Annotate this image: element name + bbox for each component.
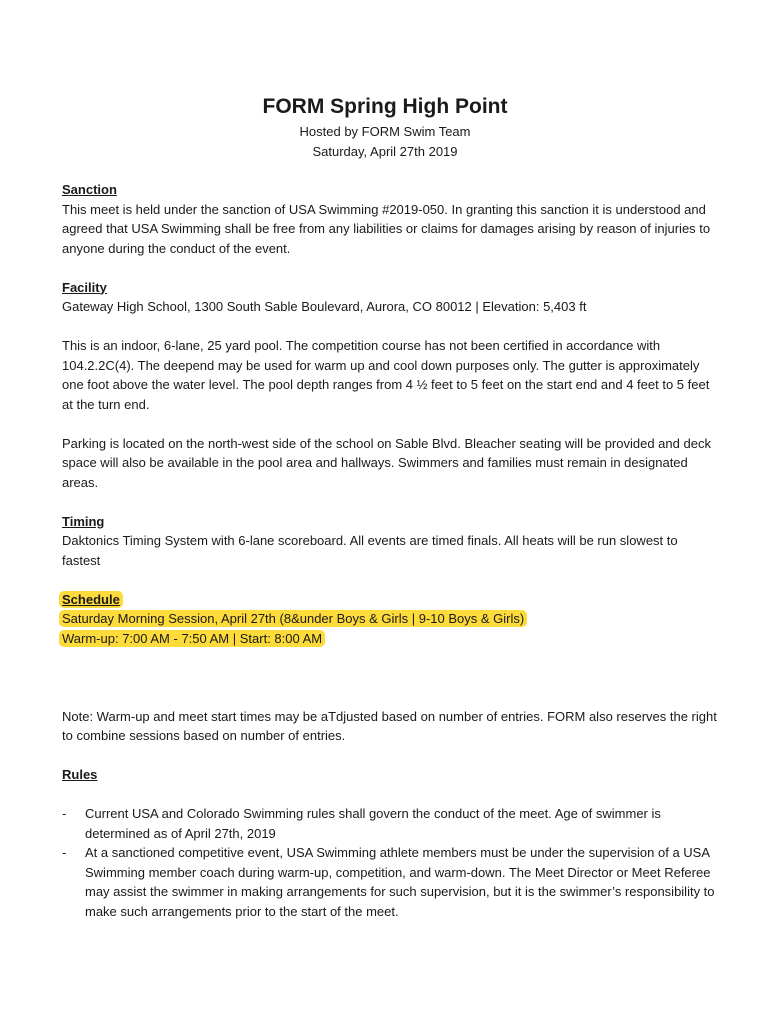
timing-section [62, 512, 717, 571]
schedule-session: Saturday Morning Session, April 27th (8&under Boys & Girls | 9-10 Boys & Girls) [59, 610, 527, 627]
facility-section [62, 278, 717, 493]
rules-list [62, 804, 717, 921]
rules-list-item [62, 843, 717, 921]
schedule-warmup: Warm-up: 7:00 AM - 7:50 AM | Start: 8:00 AM [59, 630, 325, 647]
facility-address: Gateway High School, 1300 South Sable Boulevard, Aurora, CO 80012 | Elevation: 5,403 ft [62, 299, 587, 314]
meet-date: Saturday, April 27th 2019 [312, 143, 458, 159]
rule-text: At a sanctioned competitive event, USA Swimming athlete members must be under the supervision of a USA Swimming member coach during warm-up, competition, and warm-down. The Meet Director or Meet Referee may assist the swimmer in making arrangements for such supervision, but it is the swimmer’s responsibility to make such arrangements prior to the start of the meet. [85, 845, 715, 919]
meet-title: FORM Spring High Point [262, 95, 508, 118]
rule-text: Current USA and Colorado Swimming rules shall govern the conduct of the meet. Age of swimmer is determined as of April 27th, 2019 [85, 806, 661, 841]
bullet-dash: - [62, 806, 67, 821]
bullet-dash: - [62, 845, 67, 860]
note-section [62, 707, 717, 746]
facility-parking: Parking is located on the north-west side of the school on Sable Blvd. Bleacher seating will be provided and deck space will also be available in the pool area and hallways. Swimmers and families must remain in designated areas. [62, 435, 711, 490]
document-header [0, 92, 770, 161]
facility-heading: Facility [62, 279, 107, 295]
sanction-section [62, 180, 717, 258]
rules-list-item [62, 804, 717, 843]
schedule-heading: Schedule [59, 591, 123, 608]
sanction-text: This meet is held under the sanction of USA Swimming #2019-050. In granting this sanction it is understood and agreed that USA Swimming shall be free from any liabilities or claims for damages arising by reason of injuries to anyone during the conduct of the event. [62, 201, 711, 256]
rules-section [62, 765, 717, 921]
schedule-section [62, 590, 717, 649]
sanction-heading: Sanction [62, 182, 117, 197]
timing-text: Daktonics Timing System with 6-lane scoreboard. All events are timed finals. All heats will be run slowest to fastest [62, 533, 678, 568]
facility-pool-description: This is an indoor, 6-lane, 25 yard pool. The competition course has not been certified in accordance with 104.2.2C(4). The deepend may be used for warm up and cool down purposes only. The gutter is approximately one foot above the water level. The pool depth ranges from 4 ½ feet to 5 feet on the start end and 4 feet to 5 feet at the turn end. [62, 338, 710, 412]
timing-heading: Timing [62, 513, 105, 529]
note-text: Note: Warm-up and meet start times may be aTdjusted based on number of entries. FORM also reserves the right to combine sessions based on number of entries. [62, 708, 717, 743]
rules-heading: Rules [62, 767, 98, 782]
hosted-by: Hosted by FORM Swim Team [299, 124, 471, 139]
document-body [62, 180, 717, 921]
